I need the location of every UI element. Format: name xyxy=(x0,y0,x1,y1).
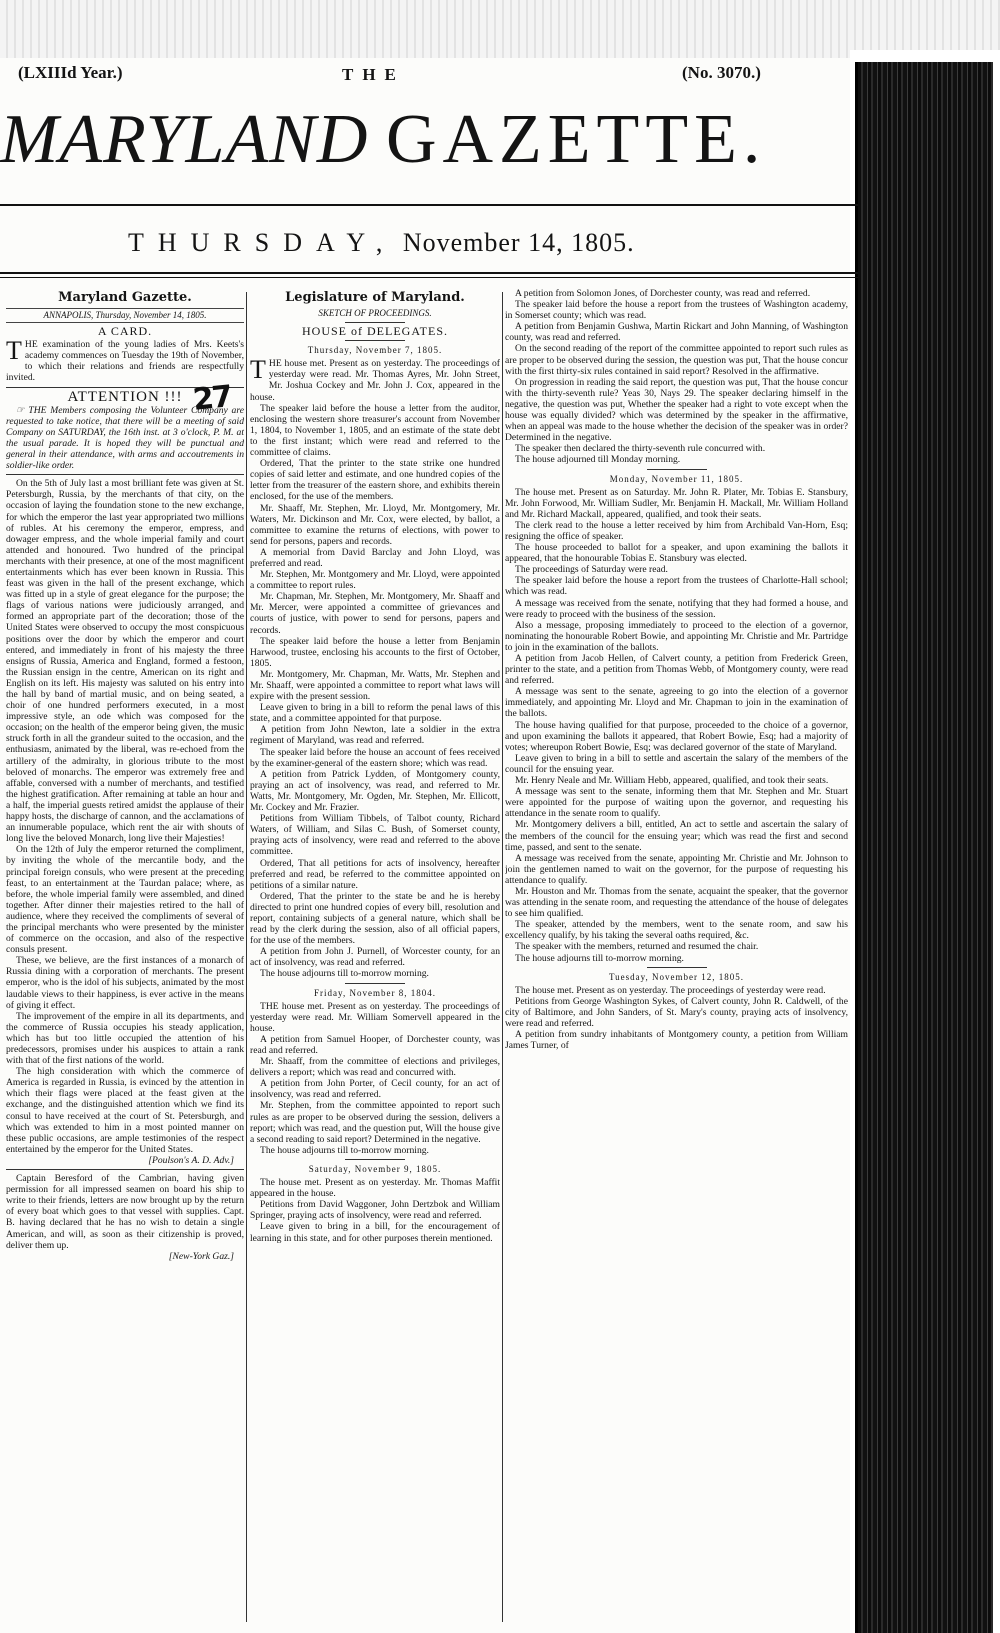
proceeding: A message was sent to the senate, agreeing to go into the election of a governor immediately, and appointing Mr. Lloyd and Mr. Chapman to join in the examination of the ballots. xyxy=(505,686,848,720)
proceeding: A message was received from the senate, notifying that they had formed a house, and were ready to proceed with the business of the session. xyxy=(505,597,848,620)
proceeding: The house adjourns till to-morrow morning. xyxy=(260,968,429,980)
proceeding: On the second reading of the report of the committee appointed to report such rules as are proper to be observed during the session, the question was put, That the house concur with the first thirty-six rules contained in said report? Resolved in the affirmative. xyxy=(505,343,848,377)
column-rule xyxy=(246,292,247,1622)
proceeding: A memorial from David Barclay and John Lloyd, was preferred and read. xyxy=(250,546,500,569)
proceeding: The house proceeded to ballot for a speaker, and upon examining the ballots it appeared, that the honourable Tobias E. Stansbury was elected. xyxy=(505,542,848,565)
proceeding: Mr. Stephen, Mr. Montgomery and Mr. Lloyd, were appointed a committee to report rules. xyxy=(250,569,500,592)
divider xyxy=(647,967,707,968)
day-heading: Saturday, November 9, 1805. xyxy=(308,1163,442,1174)
proceeding: The house met. Present as on yesterday. The proceedings of yesterday were read. xyxy=(515,984,826,996)
proceeding: The speaker laid before the house a report from the trustees of Charlotte-Hall school; which was read. xyxy=(505,575,848,598)
article-paragraph: These, we believe, are the first instances of a monarch of Russia dining with a corporation of merchants. The present emperor, who is the idol of his subjects, animated by the most laudable views to their happiness, is ever active in the means of giving it effect. xyxy=(6,955,244,1011)
article-paragraph: On the 12th of July the emperor returned the compliment, by inviting the whole of the mercantile body, and the principal foreign consuls, who were present at the preceding feast, to an entertainment at the Taurdan palace; where, as before, the whole imperial family were assembled, and dined together. After dinner their majesties retired to the hall of audience, where they received the compliments of several of the principal merchants who were presented by the minister of commerce on the occasion, and also of the respective consuls present. xyxy=(6,844,244,956)
attention-heading: ATTENTION !!! xyxy=(67,388,183,405)
house-heading: HOUSE of DELEGATES. xyxy=(302,324,448,339)
column-3 xyxy=(505,288,848,1628)
proceeding: The speaker with the members, returned and resumed the chair. xyxy=(515,941,759,953)
proceeding: A petition from sundry inhabitants of Montgomery county, a petition from William James Turner, of xyxy=(505,1029,848,1052)
dateline: ANNAPOLIS, Thursday, November 14, 1805. xyxy=(6,308,244,323)
day-heading: Friday, November 8, 1804. xyxy=(314,987,436,998)
day-heading: Tuesday, November 12, 1805. xyxy=(608,971,745,982)
issue-number: (No. 3070.) xyxy=(682,63,761,82)
proceeding: Mr. Stephen, from the committee appointed to report such rules as are proper to be observed during the session, delivers a report; which was read, and the question put, Will the house give a second reading to said report? Determined in the negative. xyxy=(250,1100,500,1145)
proceeding: THE house met. Present as on yesterday. The proceedings of yesterday were read. Mr. William Somervell appeared in the house. xyxy=(250,1000,500,1034)
section-subtitle: SKETCH OF PROCEEDINGS. xyxy=(318,308,432,318)
proceeding: Leave given to bring in a bill to settle and ascertain the salary of the members of the council for the ensuing year. xyxy=(505,752,848,775)
book-spine xyxy=(855,62,993,1633)
proceeding: A petition from Jacob Hellen, of Calvert county, a petition from Frederick Green, printer to the state, and a petition from Thomas Webb, of Montgomery county, were read and referred. xyxy=(505,653,848,687)
divider xyxy=(345,1159,405,1160)
volume-year: (LXIIId Year.) xyxy=(18,63,123,82)
proceeding: The speaker laid before the house a letter from Benjamin Harwood, trustee, enclosing his accounts to the first of October, 1805. xyxy=(250,635,500,669)
masthead-rule xyxy=(0,204,858,206)
column-rule xyxy=(502,292,503,1622)
divider xyxy=(345,322,405,323)
proceeding: Mr. Henry Neale and Mr. William Hebb, appeared, qualified, and took their seats. xyxy=(515,775,829,787)
column-2 xyxy=(250,288,500,1628)
section-title: Legislature of Maryland. xyxy=(285,290,465,305)
proceeding: Mr. Montgomery, Mr. Chapman, Mr. Watts, Mr. Stephen and Mr. Shaaff, were appointed a committee to report what laws will expire with the present session. xyxy=(250,668,500,703)
proceeding: Ordered, That all petitions for acts of insolvency, hereafter preferred and read, be referred to the committee appointed on petitions of a similar nature. xyxy=(250,857,500,891)
proceeding: Mr. Shaaff, Mr. Stephen, Mr. Lloyd, Mr. Montgomery, Mr. Waters, Mr. Dickinson and Mr. Cox, were elected, by ballot, a committee to examine the returns of elections, with power to send for persons, papers and records. xyxy=(250,502,500,547)
column-1 xyxy=(6,288,244,1628)
source-credit: [Poulson's A. D. Adv.] xyxy=(148,1154,234,1166)
proceeding: The speaker laid before the house a letter from the auditor, enclosing the western shore treasurer's account from November 1, 1804, to November 1, 1805, and an estimate of the state debt to the first instant; which were read and referred to the committee of claims. xyxy=(250,402,500,459)
card-paragraph: THE examination of the young ladies of Mrs. Keets's academy commences on Tuesday the 19th of November, to which their relations and friends are respectfully invited. xyxy=(6,336,244,384)
proceeding: The house having qualified for that purpose, proceeded to the choice of a governor, and upon examining the ballots it appeared, that Robert Bowie, Esq; had a majority of votes; whereupon Robert Bowie, Esq; was declared governor of the state of Maryland. xyxy=(505,719,848,753)
proceeding: A petition from John J. Purnell, of Worcester county, for an act of insolvency, was read and referred. xyxy=(250,946,500,969)
masthead-gazette: GAZETTE. xyxy=(385,101,767,178)
article-paragraph: The high consideration with which the commerce of America is regarded in Russia, is evinced by the attention in which their flags were placed at the feast given at the exchange, and the distinguished attention which we find its consul to have received at the court of St. Petersburgh, and which was extended to him in a most pointed manner on these public occasions, are ample testimonies of the respect entertained by the emperor for the United States. xyxy=(6,1066,244,1155)
proceeding: A petition from John Newton, late a soldier in the extra regiment of Maryland, was read and referred. xyxy=(250,724,500,747)
proceeding: The proceedings of Saturday were read. xyxy=(515,564,668,576)
proceeding: The speaker laid before the house a report from the trustees of Washington academy, in Somerset county; which was read. xyxy=(505,299,848,322)
issue-date-day: THURSDAY, xyxy=(128,228,397,257)
proceeding: Mr. Houston and Mr. Thomas from the senate, acquaint the speaker, that the governor was attending in the senate room, and requesting the attendance of the house of delegates to see him qualified. xyxy=(505,885,848,920)
proceeding: The house adjourns till to-morrow morning. xyxy=(515,952,684,964)
proceeding: The house met. Present as on Saturday. Mr. John R. Plater, Mr. Tobias E. Stansbury, Mr. John Forwood, Mr. William Sudler, Mr. Benjamin H. Mackall, Mr. William Holland and Mr. Richard Mackall, appeared, qualified, and took their seats. xyxy=(505,486,848,520)
proceeding: Petitions from David Waggoner, John Dertzbok and William Springer, praying acts of insolvency, were read and referred. xyxy=(250,1199,500,1222)
proceeding: The speaker laid before the house an account of fees received by the examiner-general of the eastern shore; which was read. xyxy=(250,746,500,769)
masthead-the: THE xyxy=(342,65,405,84)
divider xyxy=(6,1169,244,1170)
proceeding: Mr. Shaaff, from the committee of elections and privileges, delivers a report; which was read and concurred with. xyxy=(250,1056,500,1079)
day-heading: Thursday, November 7, 1805. xyxy=(307,345,443,356)
issue-date xyxy=(128,228,635,258)
day-heading: Monday, November 11, 1805. xyxy=(609,473,744,484)
divider xyxy=(345,340,405,341)
proceeding: Ordered, That the printer to the state strike one hundred copies of said letter and estimate, and one hundred copies of the letter from the treasurer of the eastern shore, and exhibits therein enclosed, for the use of the members. xyxy=(250,458,500,503)
proceeding: Petitions from William Tibbels, of Talbot county, Richard Waters, of William, and Silas C. Bush, of Somerset county, praying acts of insolvency, were read and referred to the above committee. xyxy=(250,813,500,858)
proceeding: Mr. Montgomery delivers a bill, entitled, An act to settle and ascertain the salary of the members of the council for the ensuing year; which was read the first and second time, passed, and sent to the senate. xyxy=(505,819,848,853)
date-rule-thin xyxy=(0,277,858,278)
masthead xyxy=(0,100,860,180)
proceeding: The house met. Present as on yesterday. Mr. Thomas Maffit appeared in the house. xyxy=(250,1177,500,1200)
source-credit: [New-York Gaz.] xyxy=(168,1250,234,1262)
proceeding: A petition from Patrick Lydden, of Montgomery county, praying an act of insolvency, was read, and referred to Mr. Watts, Mr. Montgomery, Mr. Ogden, Mr. Stephen, Mr. Ellicott, Mr. Cockey and Mr. Frazier. xyxy=(250,768,500,814)
proceeding: The speaker, attended by the members, went to the senate room, and saw his excellency qualify, by his taking the several oaths required, &c. xyxy=(505,919,848,942)
proceeding: On progression in reading the said report, the question was put, That the house concur with the thirty-seventh rule? Yeas 30, Nays 29. The speaker declaring himself in the negative, the question was put, Whether the speaker had a right to vote except when the house was equally divided? which was determined by the speaker in the affirmative, when an appeal was made to the house whether the decision of the speaker was in order? Determined in the negative. xyxy=(505,376,848,444)
drop-cap: T xyxy=(6,336,22,366)
proceeding: THE house met. Present as on yesterday. The proceedings of yesterday were read. Mr. Thomas Ayres, Mr. John Street, Mr. Joshua Cockey and Mr. John J. Cox, appeared in the house. xyxy=(250,355,500,403)
masthead-maryland: MARYLAND xyxy=(0,101,369,178)
date-rule xyxy=(0,272,858,274)
article-paragraph: Captain Beresford of the Cambrian, having given permission for all impressed seamen on board his ship to write to their friends, letters are now brought up by the return of every boat which goes to that vessel with supplies. Capt. B. having declared that he has no wish to detain a single American, and will, as soon as their citizenship is proved, deliver them up. xyxy=(6,1173,244,1251)
article-paragraph: The improvement of the empire in all its departments, and the commerce of Russia occupies his steady application, which has but too little occupied the attention of his predecessors, promises under his auspices to attain a rank with that of the first nations of the world. xyxy=(6,1010,244,1067)
proceeding: A petition from John Porter, of Cecil county, for an act of insolvency, was read and referred. xyxy=(250,1078,500,1101)
proceeding: Petitions from George Washington Sykes, of Calvert county, John R. Caldwell, of the city of Baltimore, and John Sanders, of St. Mary's county, praying acts of insolvency, were read and referred. xyxy=(505,995,848,1029)
divider xyxy=(647,469,707,470)
proceeding: The house adjourned till Monday morning. xyxy=(515,454,681,466)
proceeding: The speaker then declared the thirty-seventh rule concurred with. xyxy=(515,443,766,455)
section-title: Maryland Gazette. xyxy=(58,290,192,305)
proceeding: A petition from Benjamin Gushwa, Martin Rickart and John Manning, of Washington county, was read and referred. xyxy=(505,321,848,344)
proceeding: A petition from Solomon Jones, of Dorchester county, was read and referred. xyxy=(515,288,811,299)
drop-cap: T xyxy=(250,355,266,385)
proceeding: Also a message, proposing immediately to proceed to the election of a governor, nominating the honourable Robert Bowie, and appointing Mr. Christie and Mr. Partridge to join in the examination of the ballots. xyxy=(505,619,848,653)
proceeding: Leave given to bring in a bill, for the encouragement of learning in this state, and for other purposes therein mentioned. xyxy=(250,1221,500,1244)
proceeding: The clerk read to the house a letter received by him from Archibald Van-Horn, Esq; resigning the office of speaker. xyxy=(505,519,848,542)
proceeding: Leave given to bring in a bill to reform the penal laws of this state, and a committee appointed for that purpose. xyxy=(250,702,500,725)
attention-notice: ☞ THE Members composing the Volunteer Company are requested to take notice, that there will be a meeting of said Company on SATURDAY, the 16th inst. at 3 o'clock, P. M. at the usual parade. It is hoped they will be punctual and general in their attendance, with arms and accoutrements in soldier-like order. xyxy=(6,404,244,472)
proceeding: A message was received from the senate, appointing Mr. Christie and Mr. Johnson to join the gentlemen named to wait on the governor, for the purpose of requesting his attendance to qualify. xyxy=(505,852,848,886)
article-paragraph: On the 5th of July last a most brilliant fete was given at St. Petersburgh, Russia, by the merchants of that city, on the occasion of laying the foundation stone to the new exchange, for which the emperor the last year appropriated two millions of rubles. At his ceremony the emperor, empress, and dowager empress, and the whole imperial family and court attended and honoured. Two hundred of the principal merchants with their presence, at one of the most magnificent entertainments which has ever been known in Russia. This feast was given in the hall of the present exchange, which was fitted up in a style of great elegance for the purpose; the flags of various nations were judiciously arranged, and formed an appropriate part of the decoration; those of the United States were observed to occupy the most conspicuous positions over the door by which the emperor and court entered, and immediately in front of his majesty the three ensigns of Russia, America and England, formed a festoon, the Russian ensign in the centre, American on its right and English on its left. His majesty was saluted on his entry into the hall by band of martial music, and on being seated, a choir of one hundred performers executed, in a most impressive style, an ode which was composed for the occasion; on the health of the emperor being given, the music struck forth in all the grandeur suited to the occasion, and the enthusiasm, animated by the liberal, was re-echoed from the artillery of the admiralty, in glorious tribute to the most beloved of monarchs. The emperor was extremely free and affable, conversed with a number of merchants, and testified the highest gratification. After remaining at table an hour and a half, the imperial guests retired amidst the applause of their happy hosts, the discharge of cannon, and the acclamations of an innumerable populace, which rent the air with shouts of long live the beloved Monarch, long live their Majesties! xyxy=(6,478,244,845)
divider xyxy=(6,474,244,475)
proceeding: Ordered, That the printer to the state be and he is hereby directed to print one hundred copies of every bill, resolution and report, containing subjects of a general nature, which shall be read by the clerk during the session, also of all official papers, for the use of the members. xyxy=(250,890,500,947)
proceeding: A petition from Samuel Hooper, of Dorchester county, was read and referred. xyxy=(250,1033,500,1056)
proceeding: A message was sent to the senate, informing them that Mr. Stephen and Mr. Stuart were appointed for the purpose of waiting upon the governor, and requesting his attendance in the senate room to qualify. xyxy=(505,786,848,820)
handwritten-mark: 27 xyxy=(191,379,233,418)
proceeding: The house adjourns till to-morrow morning. xyxy=(260,1144,429,1156)
proceeding: Mr. Chapman, Mr. Stephen, Mr. Montgomery, Mr. Shaaff and Mr. Mercer, were appointed a committee of grievances and courts of justice, with power to send for persons, papers and records. xyxy=(250,591,500,636)
divider xyxy=(345,983,405,984)
issue-date-rest: November 14, 1805. xyxy=(402,228,635,257)
card-heading: A CARD. xyxy=(97,324,153,339)
